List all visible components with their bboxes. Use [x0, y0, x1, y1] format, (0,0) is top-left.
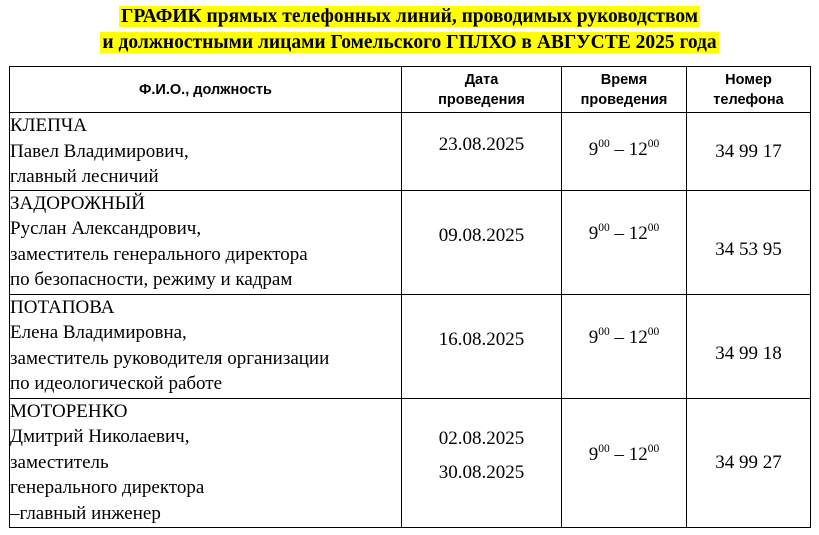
time-start-hour: 9 — [588, 139, 599, 161]
title-line-1: ГРАФИК прямых телефонных линий, проводимых руководством — [120, 6, 699, 27]
person-name: Руслан Александрович, — [10, 218, 202, 239]
person-cell — [10, 113, 402, 191]
person-name: Павел Владимирович, — [10, 140, 189, 162]
header-time — [562, 67, 687, 113]
date-cell — [402, 113, 562, 191]
header-phone-line1: Номер — [725, 71, 772, 88]
person-position: по идеологической работе — [10, 373, 223, 394]
phone-cell — [687, 294, 811, 398]
person-surname: КЛЕПЧА — [10, 115, 87, 136]
time-start-min: 00 — [598, 326, 610, 338]
person-position: заместитель генерального директора — [10, 243, 308, 265]
phone-cell — [687, 113, 811, 191]
person-name: Елена Владимировна, — [10, 322, 187, 343]
time-end-min: 00 — [647, 222, 660, 234]
time-cell — [562, 113, 687, 191]
header-time-line2: проведения — [580, 91, 668, 108]
time-end-min: 00 — [647, 442, 660, 455]
time-dash: – — [614, 139, 624, 161]
time-end-hour: 12 — [628, 443, 648, 465]
table-row — [10, 190, 811, 294]
header-time-line1: Время — [600, 71, 648, 88]
time-cell — [562, 398, 687, 527]
person-cell — [10, 398, 402, 527]
person-surname: МОТОРЕНКО — [10, 400, 128, 422]
header-date — [402, 67, 562, 113]
time-end-hour: 12 — [628, 139, 648, 161]
phone-number: 34 99 18 — [715, 342, 782, 364]
header-date-line1: Дата — [464, 71, 499, 88]
phone-cell — [687, 190, 811, 294]
table-header-row — [10, 67, 811, 113]
date-cell — [402, 190, 562, 294]
person-cell — [10, 190, 402, 294]
time-start-min: 00 — [598, 138, 610, 151]
header-name-label: Ф.И.О., должность — [139, 81, 272, 98]
person-position: по безопасности, режиму и кадрам — [10, 269, 293, 290]
date-value: 23.08.2025 — [438, 133, 525, 155]
time-end-hour: 12 — [628, 223, 648, 244]
table-row — [10, 294, 811, 398]
document-title — [0, 4, 819, 56]
time-dash: – — [614, 223, 624, 244]
person-cell — [10, 294, 402, 398]
date-value: 16.08.2025 — [438, 328, 525, 350]
time-start-min: 00 — [598, 442, 610, 455]
time-start-min: 00 — [598, 222, 610, 234]
header-phone — [687, 67, 811, 113]
person-position: главный лесничий — [10, 166, 159, 187]
time-end-min: 00 — [647, 326, 660, 338]
date-value: 02.08.2025 — [438, 427, 525, 449]
person-surname: ЗАДОРОЖНЫЙ — [10, 192, 146, 214]
date-value: 09.08.2025 — [438, 224, 525, 246]
phone-number: 34 99 27 — [715, 452, 782, 473]
person-position: заместитель — [10, 451, 109, 473]
table-row — [10, 398, 811, 527]
time-cell — [562, 294, 687, 398]
schedule-table — [9, 66, 811, 528]
header-name — [10, 67, 402, 113]
header-date-line2: проведения — [438, 91, 525, 108]
person-position: –главный инженер — [10, 502, 161, 524]
time-start-hour: 9 — [588, 443, 599, 465]
person-name: Дмитрий Николаевич, — [10, 426, 190, 447]
time-dash: – — [614, 327, 624, 348]
time-end-hour: 12 — [628, 327, 648, 348]
time-end-min: 00 — [647, 138, 660, 151]
header-phone-line2: телефона — [713, 91, 784, 108]
person-position: генерального директора — [10, 477, 205, 498]
date-cell — [402, 398, 562, 527]
date-value: 30.08.2025 — [438, 461, 525, 483]
phone-cell — [687, 398, 811, 527]
time-cell — [562, 190, 687, 294]
person-position: заместитель руководителя организации — [10, 347, 330, 369]
person-surname: ПОТАПОВА — [10, 296, 115, 318]
time-dash: – — [614, 443, 624, 465]
phone-number: 34 99 17 — [715, 140, 782, 162]
time-start-hour: 9 — [588, 223, 599, 244]
time-start-hour: 9 — [588, 327, 599, 348]
phone-number: 34 53 95 — [715, 238, 782, 260]
table-row — [10, 113, 811, 191]
date-cell — [402, 294, 562, 398]
title-line-2: и должностными лицами Гомельского ГПЛХО в АВГУСТЕ 2025 года — [102, 32, 717, 53]
